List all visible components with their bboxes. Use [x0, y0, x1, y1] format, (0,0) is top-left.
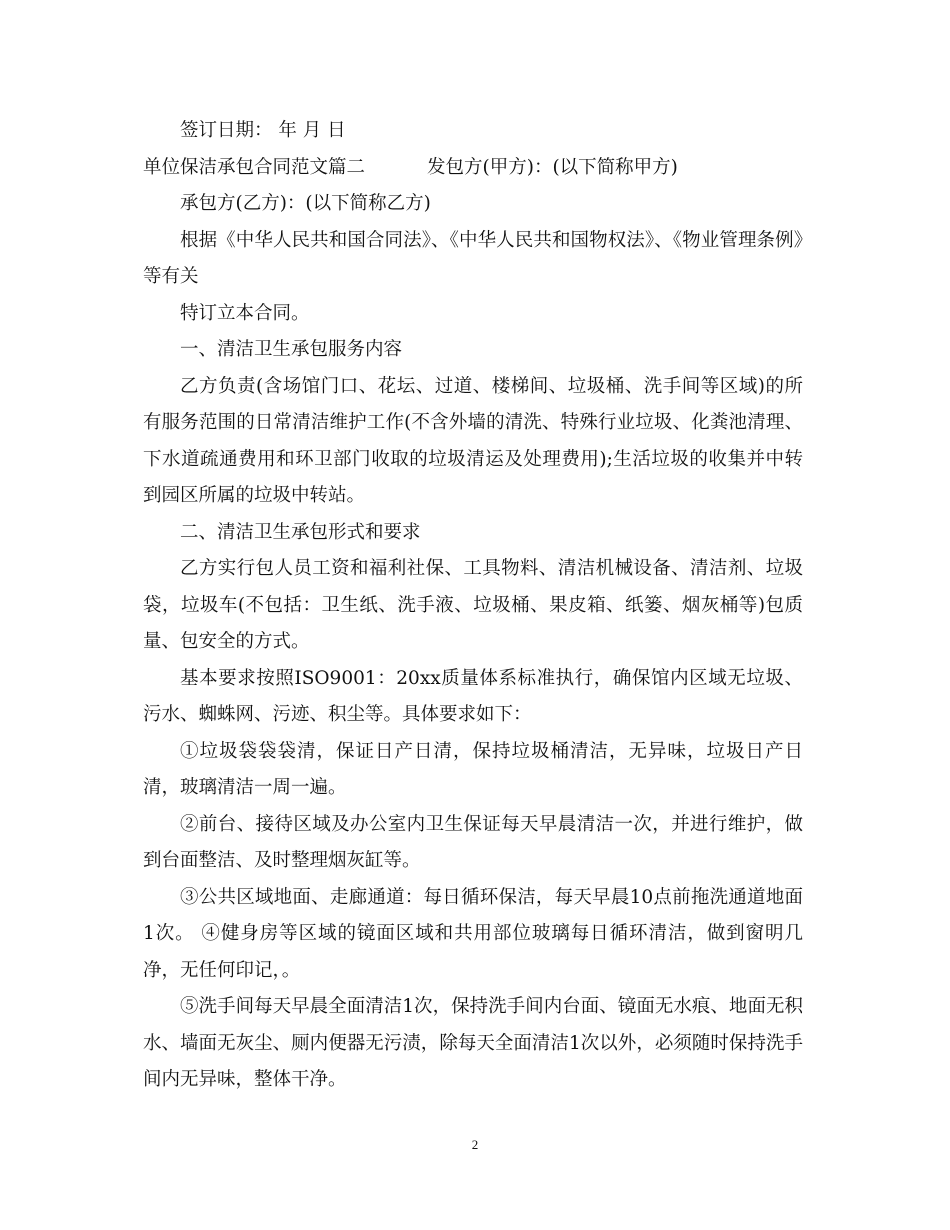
- party-b-line: 承包方(乙方)：(以下简称乙方): [180, 193, 431, 214]
- party-a-line: 发包方(甲方)：(以下简称甲方): [427, 156, 678, 178]
- requirement-item-3-4: ③公共区域地面、走廊通道：每日循环保洁，每天早晨10点前拖洗通道地面1次。 ④健身房等区域的镜面区域和共用部位玻璃每日循环清洁，做到窗明几净，无任何印记，。: [143, 886, 803, 981]
- document-body: [143, 113, 803, 1099]
- service-scope-paragraph: 乙方负责(含场馆门口、花坛、过道、楼梯间、垃圾桶、洗手间等区域)的所有服务范围的日常清洁维护工作(不含外墙的清洗、特殊行业垃圾、化粪池清理、下水道疏通费用和环卫部门收取的垃圾清运及处理费用);生活垃圾的收集并中转到园区所属的垃圾中转站。: [143, 375, 803, 506]
- contract-form-paragraph: 乙方实行包人员工资和福利社保、工具物料、清洁机械设备、清洁剂、垃圾袋，垃圾车(不包括：卫生纸、洗手液、垃圾桶、果皮箱、纸篓、烟灰桶等)包质量、包安全的方式。: [143, 558, 803, 652]
- contract-title: 单位保洁承包合同范文篇二: [143, 156, 366, 178]
- section-heading-form-requirements: 二、清洁卫生承包形式和要求: [180, 521, 421, 543]
- contract-established-paragraph: 特订立本合同。: [180, 302, 310, 324]
- section-heading-service-content: 一、清洁卫生承包服务内容: [180, 339, 403, 360]
- legal-basis-paragraph: 根据《中华人民共和国合同法》、《中华人民共和国物权法》、《物业管理条例》等有关: [143, 229, 803, 287]
- signing-date: 签订日期： 年 月 日: [180, 120, 346, 141]
- requirement-item-5: ⑤洗手间每天早晨全面清洁1次，保持洗手间内台面、镜面无水痕、地面无积水、墙面无灰尘、厕内便器无污渍，除每天全面清洁1次以外，必须随时保持洗手间内无异味，整体干净。: [143, 996, 803, 1090]
- requirement-item-1: ①垃圾袋袋袋清，保证日产日清，保持垃圾桶清洁，无异味，垃圾日产日清，玻璃清洁一周一遍。: [143, 740, 803, 798]
- contract-heading-line: [143, 150, 803, 187]
- page-number: 2: [471, 1137, 479, 1152]
- requirement-item-2: ②前台、接待区域及办公室内卫生保证每天早晨清洁一次，并进行维护，做到台面整洁、及时整理烟灰缸等。: [143, 813, 803, 871]
- basic-requirements-paragraph: 基本要求按照ISO9001：20xx质量体系标准执行，确保馆内区域无垃圾、污水、蜘蛛网、污迹、积尘等。具体要求如下：: [143, 667, 803, 725]
